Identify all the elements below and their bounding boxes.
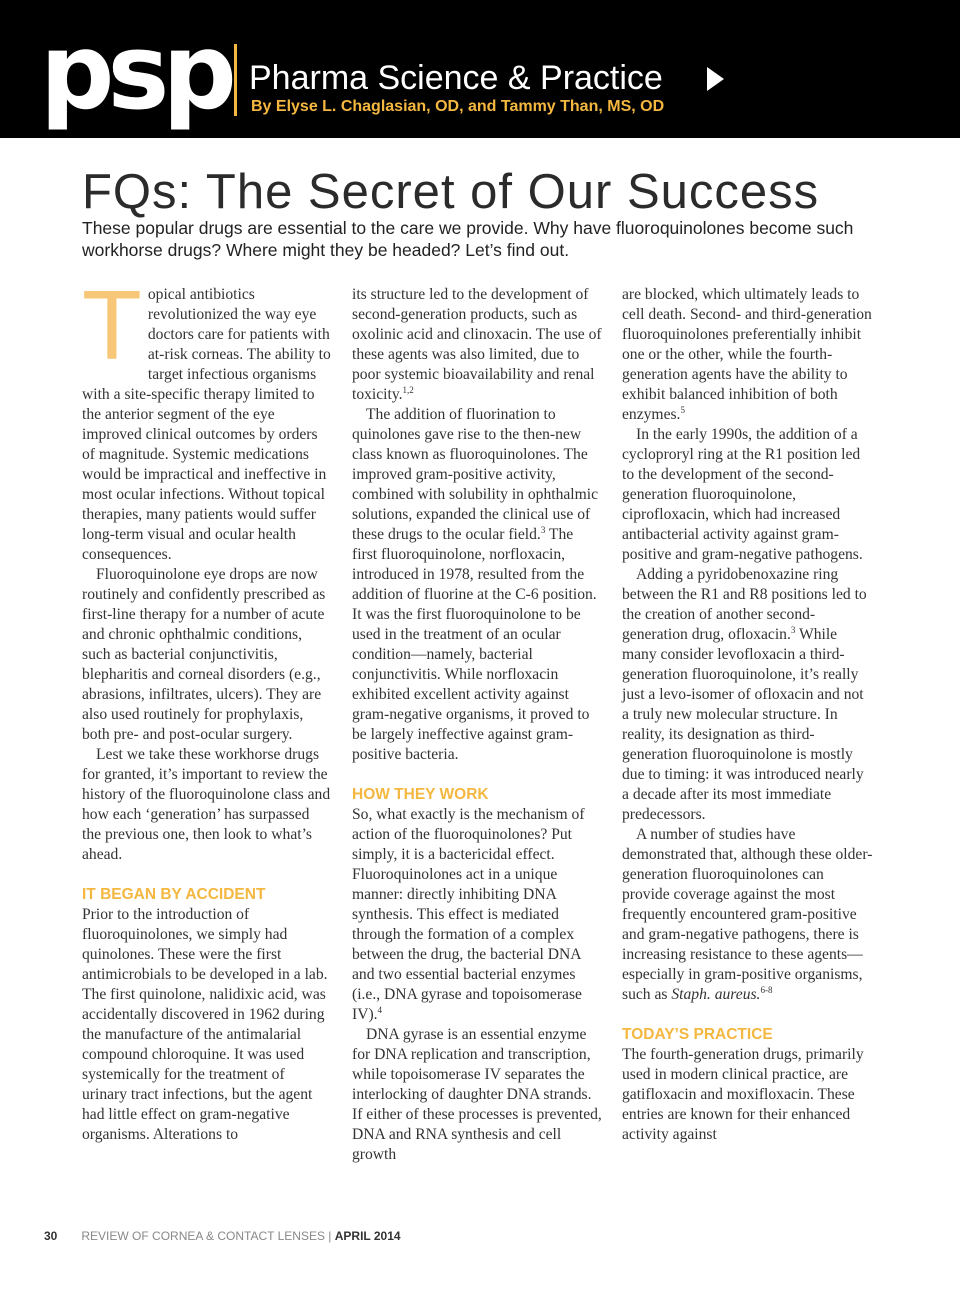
paragraph: DNA gyrase is an essential enzyme for DNA replication and transcription, while topoisomerase IV separates the interlocking of daughter DNA strands. If either of these processes is prevented, DNA and RNA synthesis and cell growth xyxy=(352,1026,602,1163)
header-divider xyxy=(234,44,237,116)
organism-name: Staph. aureus. xyxy=(671,986,761,1003)
issue-date: APRIL 2014 xyxy=(334,1229,401,1243)
play-arrow-icon xyxy=(707,67,724,91)
paragraph: Prior to the introduction of fluoroquinolones, we simply had quinolones. These were the first antimicrobials to be developed in a lab. The first quinolone, nalidixic acid, was accidentally discovered in 1962 during the manufacture of the antimalarial compound chloroquine. It was used systemically for the treatment of urinary tract infections, but the agent had little effect on gram-negative organisms. Alterations to xyxy=(82,906,328,1143)
reference-superscript: 6-8 xyxy=(760,984,773,995)
paragraph: opical antibiotics revolutionized the way eye doctors care for patients with at-risk corneas. The ability to target infectious organisms with a site-specific therapy limited to the anterior segment of the eye improved clinical outcomes by orders of magnitude. Systemic medications would be impractical and ineffective in most ocular infections. Without topical therapies, many patients would suffer long-term visual and ocular health consequences. xyxy=(82,286,331,563)
paragraph-text: its structure led to the development of second-generation products, such as oxolinic acid and clinoxacin. The use of these agents was also limited, due to poor systemic bioavailability and renal toxicity. xyxy=(352,286,602,403)
drop-cap: T xyxy=(82,270,142,380)
paragraph-text: The addition of fluorination to quinolones gave rise to the then-new class known as fluoroquinolones. The improved gram-positive activity, combined with solubility in ophthalmic solutions, expanded the clinical use of these drugs to the ocular field. xyxy=(352,406,599,543)
paragraph: In the early 1990s, the addition of a cycloproryl ring at the R1 position led to the development of the second-generation fluoroquinolone, ciprofloxacin, which had increased antibacterial activity against gram-positive and gram-negative pathogens. xyxy=(622,426,863,563)
article-title: FQs: The Secret of Our Success xyxy=(82,165,820,219)
subheading: IT BEGAN BY ACCIDENT xyxy=(82,886,266,903)
subheading: HOW THEY WORK xyxy=(352,786,489,803)
column-2 xyxy=(352,285,602,1165)
reference-superscript: 3 xyxy=(540,524,546,535)
journal-name: REVIEW OF CORNEA & CONTACT LENSES xyxy=(81,1229,325,1243)
reference-superscript: 1,2 xyxy=(402,384,414,395)
column-3 xyxy=(622,285,874,1145)
paragraph xyxy=(352,805,602,1025)
paragraph xyxy=(622,825,874,1005)
paragraph-text: The first fluoroquinolone, norfloxacin, introduced in 1978, resulted from the addition of fluorine at the C-6 position. It was the first fluoroquinolone to be used in the treatment of an ocular condition—namely, bacterial conjunctivitis. While norfloxacin exhibited excellent activity against gram-negative organisms, it proved to be largely ineffective against gram-positive bacteria. xyxy=(352,526,597,763)
section-title: Pharma Science & Practice xyxy=(249,59,663,97)
footer-separator: | xyxy=(324,1229,335,1243)
reference-superscript: 5 xyxy=(680,404,685,415)
page-number: 30 xyxy=(44,1229,58,1243)
reference-superscript: 4 xyxy=(377,1004,383,1015)
article-deck: These popular drugs are essential to the care we provide. Why have fluoroquinolones become such workhorse drugs? Where might they be headed? Let’s find out. xyxy=(82,218,854,260)
paragraph xyxy=(622,285,874,425)
paragraph: Lest we take these workhorse drugs for granted, it’s important to review the history of the fluoroquinolone class and how each ‘generation’ has surpassed the previous one, then look to what’s ahead. xyxy=(82,746,331,863)
byline: By Elyse L. Chaglasian, OD, and Tammy Than, MS, OD xyxy=(251,98,665,115)
page-footer xyxy=(44,1228,401,1244)
header-banner xyxy=(0,0,960,138)
column-1 xyxy=(82,270,332,1145)
reference-superscript: 3 xyxy=(790,624,796,635)
paragraph-text: Adding a pyridobenoxazine ring between the R1 and R8 positions led to the creation of another second-generation drug, ofloxacin. xyxy=(622,566,867,643)
paragraph xyxy=(352,405,602,765)
subheading: TODAY’S PRACTICE xyxy=(622,1026,773,1043)
paragraph: Fluoroquinolone eye drops are now routinely and confidently prescribed as first-line therapy for a number of acute and chronic ophthalmic conditions, such as bacterial conjunctivitis, blepharitis and corneal disorders (e.g., abrasions, infiltrates, ulcers). They are also used routinely for prophylaxis, both pre- and post-ocular surgery. xyxy=(82,566,326,743)
paragraph-text: A number of studies have demonstrated that, although these older-generation fluoroquinolones can provide coverage against the most frequently encountered gram-positive and gram-negative pathogens, there is increasing resistance to these agents—especially in gram-positive organisms, such as xyxy=(622,826,873,1003)
psp-logo: psp xyxy=(40,11,230,133)
paragraph xyxy=(352,285,602,405)
paragraph-text: So, what exactly is the mechanism of action of the fluoroquinolones? Put simply, it is a bactericidal effect. Fluoroquinolones act in a unique manner: directly inhibiting DNA synthesis. This effect is mediated through the formation of a complex between the drug, the bacterial DNA and two essential bacterial enzymes (i.e., DNA gyrase and topoisomerase IV). xyxy=(352,806,585,1023)
paragraph: The fourth-generation drugs, primarily used in modern clinical practice, are gatifloxacin and moxifloxacin. These entries are known for their enhanced activity against xyxy=(622,1046,864,1143)
paragraph-text: While many consider levofloxacin a third-generation fluoroquinolone, it’s really just a levo-isomer of ofloxacin and not a truly new molecular structure. In reality, its designation as third-generation fluoroquinolone is mostly due to timing: it was introduced nearly a decade after its most immediate predecessors. xyxy=(622,626,864,823)
paragraph-text: are blocked, which ultimately leads to cell death. Second- and third-generation fluoroquinolones preferentially inhibit one or the other, while the fourth-generation agents have the ability to exhibit balanced inhibition of both enzymes. xyxy=(622,286,872,423)
paragraph xyxy=(622,565,874,825)
